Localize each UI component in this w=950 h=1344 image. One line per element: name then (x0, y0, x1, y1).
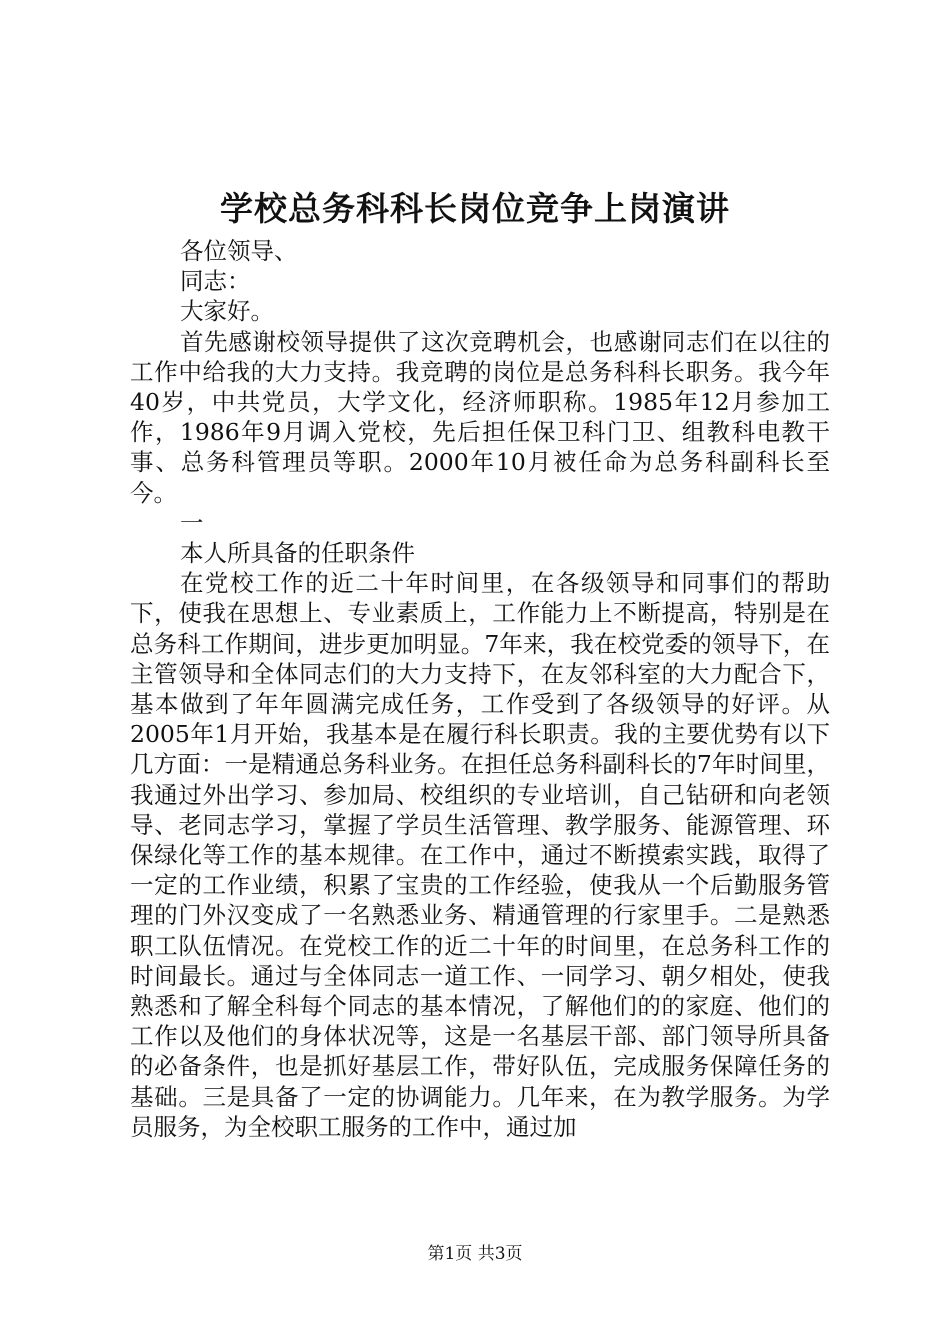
document-title: 学校总务科科长岗位竞争上岗演讲 (220, 189, 730, 228)
section-heading: 本人所具备的任职条件 (180, 539, 415, 568)
salutation-comrades: 同志： (180, 267, 251, 296)
salutation-leaders: 各位领导、 (180, 237, 298, 265)
paragraph-qualifications: 在党校工作的近二十年时间里，在各级领导和同事们的帮助下，使我在思想上、专业素质上，工作能力上不断提高，特别是在总务科工作期间，进步更加明显。7年来，我在校党委的领导下，在主管领导和全体同志们的大力支持下，在友邻科室的大力配合下，基本做到了年年圆满完成任务，工作受到了各级领导的好评。从2005年1月开始，我基本是在履行科长职责。我的主要优势有以下几方面：一是精通总务科业务。在担任总务科副科长的7年时间里，我通过外出学习、参加局、校组织的专业培训，自己钻研和向老领导、老同志学习，掌握了学员生活管理、教学服务、能源管理、环保绿化等工作的基本规律。在工作中，通过不断摸索实践，取得了一定的工作业绩，积累了宝贵的工作经验，使我从一个后勤服务管理的门外汉变成了一名熟悉业务、精通管理的行家里手。二是熟悉职工队伍情况。在党校工作的近二十年的时间里，在总务科工作的时间最长。通过与全体同志一道工作、一同学习、朝夕相处，使我熟悉和了解全科每个同志的基本情况，了解他们的的家庭、他们的工作以及他们的身体状况等，这是一名基层干部、部门领导所具备的必备条件，也是抓好基层工作，带好队伍，完成服务保障任务的基础。三是具备了一定的协调能力。几年来，在为教学服务。为学员服务，为全校职工服务的工作中，通过加 (130, 569, 830, 1141)
greeting: 大家好。 (180, 297, 274, 326)
paragraph-introduction: 首先感谢校领导提供了这次竞聘机会，也感谢同志们在以往的工作中给我的大力支持。我竞聘的岗位是总务科科长职务。我今年40岁，中共党员，大学文化，经济师职称。1985年12月参加工作，1986年9月调入党校，先后担任保卫科门卫、组教科电教干事、总务科管理员等职。2000年10月被任命为总务科副科长至今。 (130, 327, 830, 507)
page-footer: 第1页 共3页 (427, 1244, 523, 1264)
section-number: 一 (180, 508, 204, 537)
document-body (130, 236, 830, 1142)
